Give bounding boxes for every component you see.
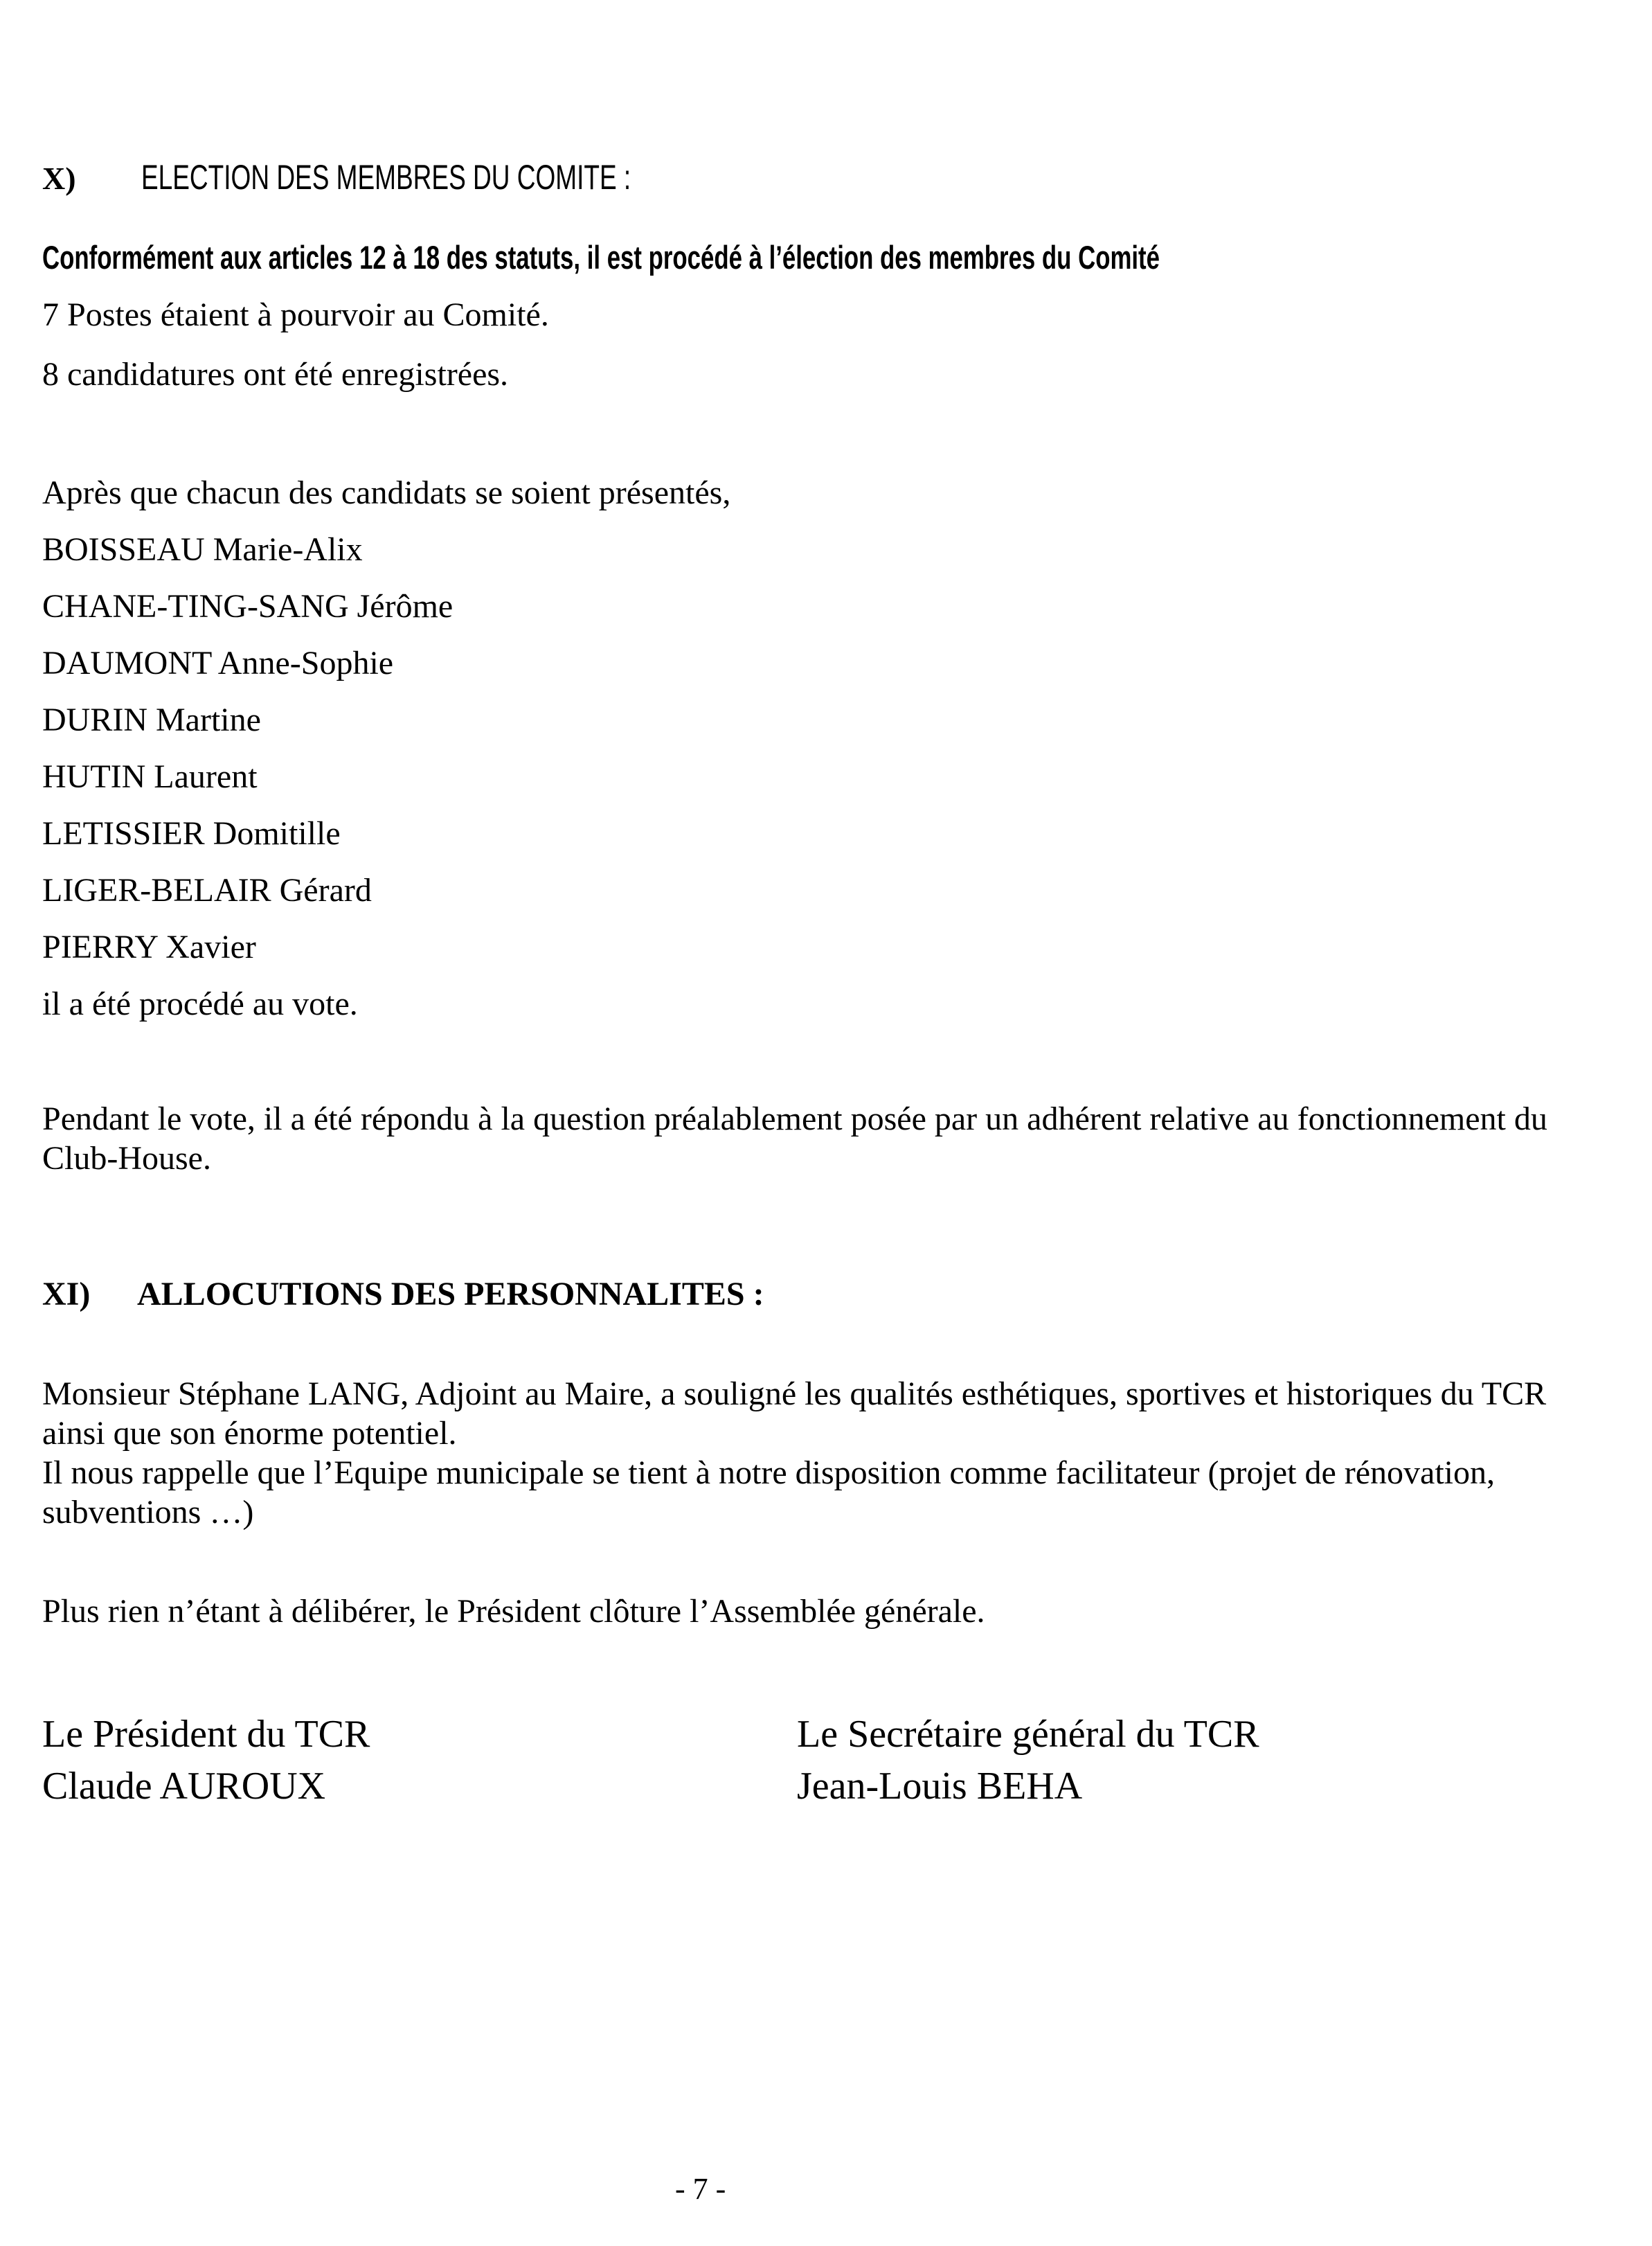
- document-content: [42, 0, 1552, 1812]
- section-x-heading: [42, 158, 1552, 198]
- candidate-name: DURIN Martine: [42, 701, 261, 738]
- line-candidatures: 8 candidatures ont été enregistrées.: [42, 355, 509, 393]
- signature-right-name: Jean-Louis BEHA: [797, 1764, 1083, 1808]
- candidates-intro: Après que chacun des candidats se soient présentés,: [42, 474, 731, 511]
- closing-paragraph: Plus rien n’étant à délibérer, le Président clôture l’Assemblée générale.: [42, 1592, 985, 1630]
- candidate-name: BOISSEAU Marie-Alix: [42, 531, 363, 568]
- signature-left: [42, 1709, 797, 1812]
- paragraph-lang-part1: Monsieur Stéphane LANG, Adjoint au Maire, a souligné les qualités esthétiques, sportives et historiques du TCR ainsi que son énorme potentiel.: [42, 1375, 1547, 1452]
- signature-right-role: Le Secrétaire général du TCR: [797, 1712, 1259, 1756]
- candidate-name: DAUMONT Anne-Sophie: [42, 644, 394, 681]
- candidate-name: LETISSIER Domitille: [42, 814, 341, 852]
- section-x-title: ELECTION DES MEMBRES DU COMITE :: [141, 158, 631, 197]
- signature-left-role: Le Président du TCR: [42, 1712, 370, 1756]
- section-x-intro-bold: Conformément aux articles 12 à 18 des statuts, il est procédé à l’élection des membres du Comité: [42, 238, 1160, 276]
- paragraph-lang-part2: Il nous rappelle que l’Equipe municipale se tient à notre disposition comme facilitateur (projet de rénovation, subventions …): [42, 1454, 1496, 1531]
- candidate-name: CHANE-TING-SANG Jérôme: [42, 587, 454, 625]
- section-x-numeral: X): [42, 161, 76, 196]
- candidate-name: PIERRY Xavier: [42, 928, 256, 965]
- signature-block: [42, 1709, 1552, 1812]
- paragraph-lang: [42, 1374, 1552, 1532]
- candidate-name: HUTIN Laurent: [42, 758, 258, 795]
- page-number: - 7 -: [675, 2172, 726, 2206]
- candidate-name: LIGER-BELAIR Gérard: [42, 871, 372, 909]
- aside-paragraph: Pendant le vote, il a été répondu à la question préalablement posée par un adhérent relative au fonctionnement du Club-House.: [42, 1100, 1547, 1177]
- signature-left-name: Claude AUROUX: [42, 1764, 326, 1808]
- line-postes: 7 Postes étaient à pourvoir au Comité.: [42, 296, 549, 333]
- section-xi-heading: [42, 1275, 1552, 1313]
- vote-line: il a été procédé au vote.: [42, 985, 358, 1022]
- section-xi-title: ALLOCUTIONS DES PERSONNALITES :: [137, 1275, 764, 1312]
- section-xi-numeral: XI): [42, 1275, 91, 1312]
- signature-right: [797, 1709, 1552, 1812]
- candidate-list: [42, 465, 1552, 1033]
